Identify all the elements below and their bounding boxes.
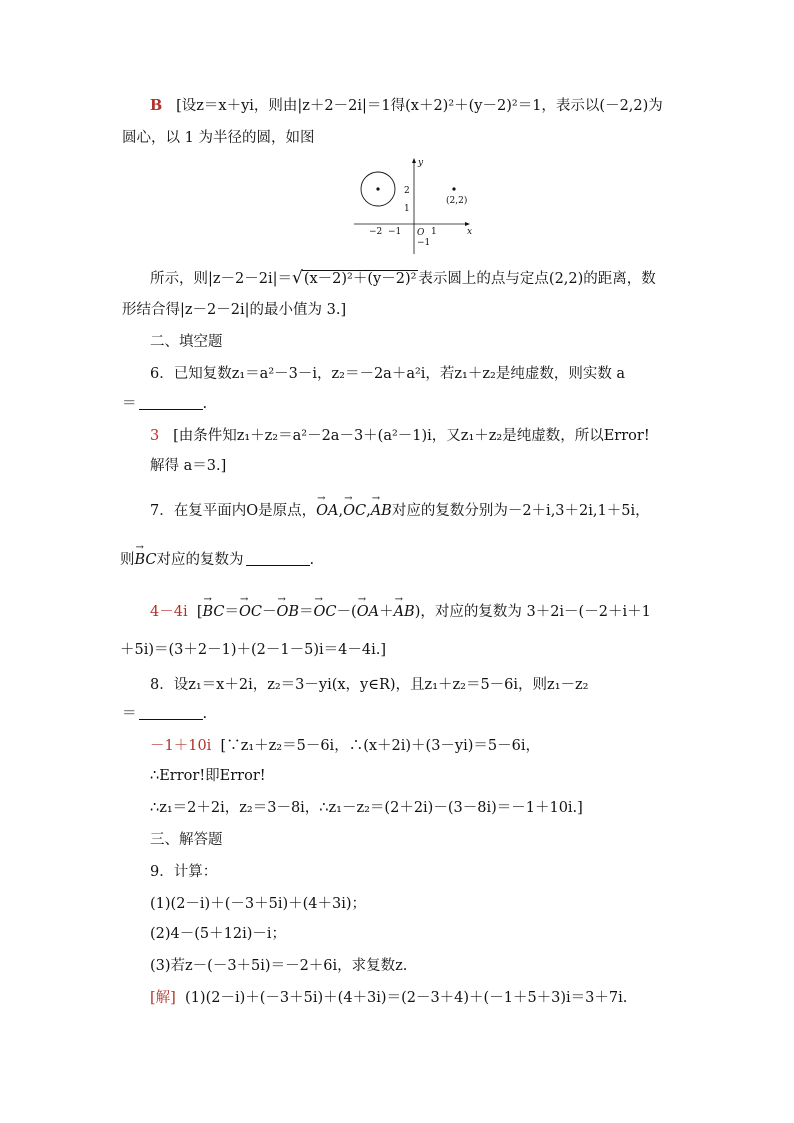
y-axis-label: y [418,158,424,168]
tick-x-neg2: −2 [369,227,383,237]
vector-ab: → AB [394,600,415,622]
q6-answer-blank [139,395,203,410]
tick-y-1: 1 [404,204,410,214]
q6-answer-line1: 3 [由条件知z₁＋z₂＝a²－2a－3＋(a²－1)i，又z₁＋z₂是纯虚数，所以Error! [150,428,650,444]
tick-y-neg1: −1 [417,238,431,248]
sqrt-sign: √ [292,268,303,288]
vector-ab: → AB [371,499,392,521]
vector-oc: → OC [239,600,262,622]
fixed-point-label: (2,2) [446,196,468,206]
coordinate-figure [350,156,480,256]
fixed-point [452,187,455,190]
q5-answer-line3: 所示，则|z－2－2i|＝√(x－2)²＋(y－2)² 表示圆上的点与定点(2,2)的距离，数 [150,268,656,288]
q5-answer-line1 [150,96,663,116]
q8-answer-blank [139,705,203,720]
q9-answer-line1: [解] (1)(2－i)＋(－3＋5i)＋(4＋3i)＝(2－3＋4)＋(－1＋5＋3)i＝3＋7i. [150,990,628,1006]
vector-oa: → OA [316,499,338,521]
q6-line1: 6．已知复数z₁＝a²－3－i，z₂＝－2a＋a²i，若z₁＋z₂是纯虚数，则实数 a [150,366,626,382]
q5-answer-letter: B [150,97,163,114]
q8-answer-line1: －1＋10i [∵z₁＋z₂＝5－6i，∴(x＋2i)＋(3－yi)＝5－6i， [150,738,541,754]
tick-y-2: 2 [404,186,410,196]
tick-x-neg1: −1 [388,227,402,237]
q9-answer-tag: [解] [150,990,176,1006]
q7-answer-value: 4－4i [150,604,188,620]
vector-oa: → OA [357,600,379,622]
vector-oc: → OC [343,499,366,521]
q8-answer-line2: ∴Error!即Error! [150,768,266,784]
q8-line2: ＝ . [122,706,208,722]
q8-answer-line3: ∴z₁＝2＋2i，z₂＝3－8i，∴z₁－z₂＝(2＋2i)－(3－8i)＝－1＋10i.] [150,800,583,816]
q5-answer-text: [设z＝x＋yi，则由|z＋2－2i|＝1得(x＋2)²＋(y－2)²＝1，表示以(－2,2)为 [176,98,663,114]
q7-answer-line2: ＋5i)＝(3＋2－1)＋(2－1－5)i＝4－4i.] [120,642,386,658]
q7-line1: 7．在复平面内O是原点，→ OA,→ OC,→ AB对应的复数分别为－2＋i,3＋2i,1＋5i， [150,499,650,521]
q6-line2: ＝ . [122,396,208,412]
x-axis-label: x [467,227,473,237]
circle-center-point [376,187,379,190]
q6-answer-value: 3 [150,428,160,444]
q5-answer-line4: 形结合得|z－2－2i|的最小值为 3.] [122,302,347,318]
q9-part3: (3)若z－(－3＋5i)＝－2＋6i，求复数z. [150,958,408,974]
origin-label: O [417,228,425,238]
q9-part2: (2)4－(5＋12i)－i； [150,926,287,942]
q9-part1: (1)(2－i)＋(－3＋5i)＋(4＋3i)； [150,896,367,912]
q8-answer-value: －1＋10i [150,738,212,754]
q7-line2: 则→ BC对应的复数为 . [120,548,314,570]
q8-line1: 8．设z₁＝x＋2i，z₂＝3－yi(x，y∈R)，且z₁＋z₂＝5－6i，则z₁－z₂ [150,677,589,693]
q7-answer-blank [246,551,310,566]
vector-bc: → BC [202,600,224,622]
tick-x-1: 1 [431,227,437,237]
vector-bc: → BC [135,548,157,570]
q5-answer-line2: 圆心，以 1 为半径的圆，如图 [122,130,315,146]
x-axis-arrow [465,222,470,226]
y-axis-arrow [412,158,416,163]
q9-title: 9．计算： [150,864,218,880]
vector-ob: → OB [277,600,300,622]
q7-answer-line1: 4－4i [→ BC＝→ OC－→ OB＝→ OC－(→ OA＋→ AB)，对应的复数为 3＋2i－(－2＋i＋1 [150,600,651,622]
section-fill-in-title: 二、填空题 [150,334,223,350]
vector-oc: → OC [314,600,337,622]
q6-answer-line2: 解得 a＝3.] [150,458,227,474]
section-solution-title: 三、解答题 [150,832,223,848]
sqrt-expression: (x－2)²＋(y－2)² [303,271,417,287]
